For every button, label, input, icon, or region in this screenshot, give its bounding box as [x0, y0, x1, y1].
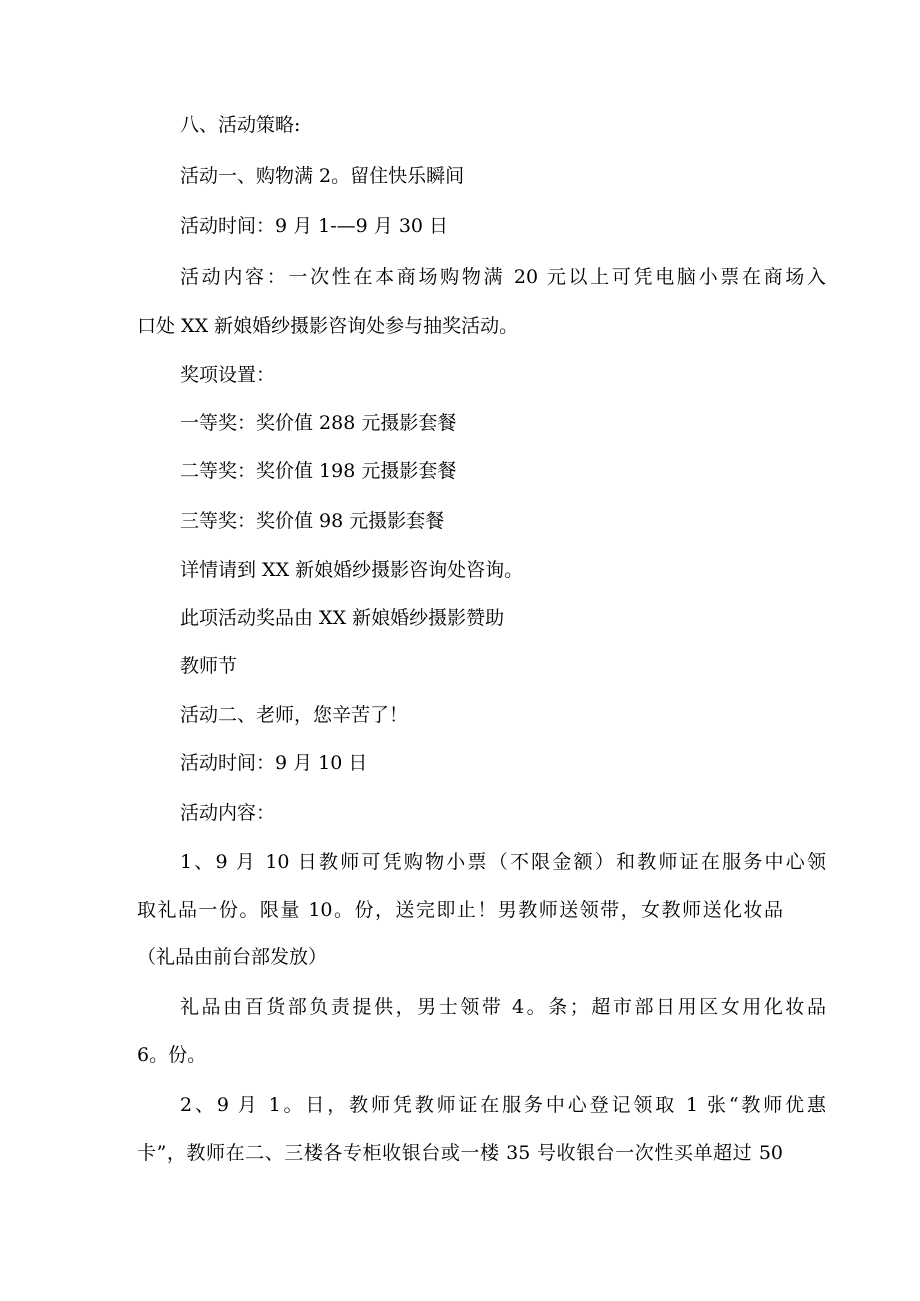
gift-provision-line-1: 礼品由百货部负责提供，男士领带 4。条；超市部日用区女用化妆品	[180, 996, 826, 1018]
activity-two-content-heading: 活动内容：	[180, 802, 276, 824]
teachers-day-heading: 教师节	[180, 655, 238, 677]
activity-two-time: 活动时间：9 月 10 日	[180, 752, 368, 774]
item-one-line-2: 取礼品一份。限量 10。份，送完即止！男教师送领带，女教师送化妆品	[137, 899, 783, 921]
activity-one-time: 活动时间：9 月 1-—9 月 30 日	[180, 215, 449, 237]
item-one-line-3: （礼品由前台部发放）	[137, 946, 328, 968]
activity-one-content-line-1: 活动内容：一次性在本商场购物满 20 元以上可凭电脑小票在商场入	[180, 266, 826, 288]
activity-one-content-line-2: 口处 XX 新娘婚纱摄影咨询处参与抽奖活动。	[137, 315, 519, 337]
first-prize: 一等奖：奖价值 288 元摄影套餐	[180, 412, 457, 434]
details-note: 详情请到 XX 新娘婚纱摄影咨询处咨询。	[180, 559, 524, 581]
activity-two-title: 活动二、老师，您辛苦了！	[180, 704, 409, 726]
third-prize: 三等奖：奖价值 98 元摄影套餐	[180, 510, 445, 532]
second-prize: 二等奖：奖价值 198 元摄影套餐	[180, 460, 457, 482]
item-two-line-1: 2、9 月 1。日，教师凭教师证在服务中心登记领取 1 张“教师优惠	[180, 1094, 826, 1116]
gift-provision-line-2: 6。份。	[137, 1044, 207, 1066]
activity-one-title: 活动一、购物满 2。留住快乐瞬间	[180, 165, 465, 187]
section-heading: 八、活动策略:	[180, 114, 301, 136]
prize-settings-heading: 奖项设置：	[180, 364, 276, 386]
item-two-line-2: 卡”，教师在二、三楼各专柜收银台或一楼 35 号收银台一次性买单超过 50	[137, 1142, 783, 1164]
item-one-line-1: 1、9 月 10 日教师可凭购物小票（不限金额）和教师证在服务中心领	[180, 851, 826, 873]
sponsor-note: 此项活动奖品由 XX 新娘婚纱摄影赞助	[180, 607, 505, 629]
